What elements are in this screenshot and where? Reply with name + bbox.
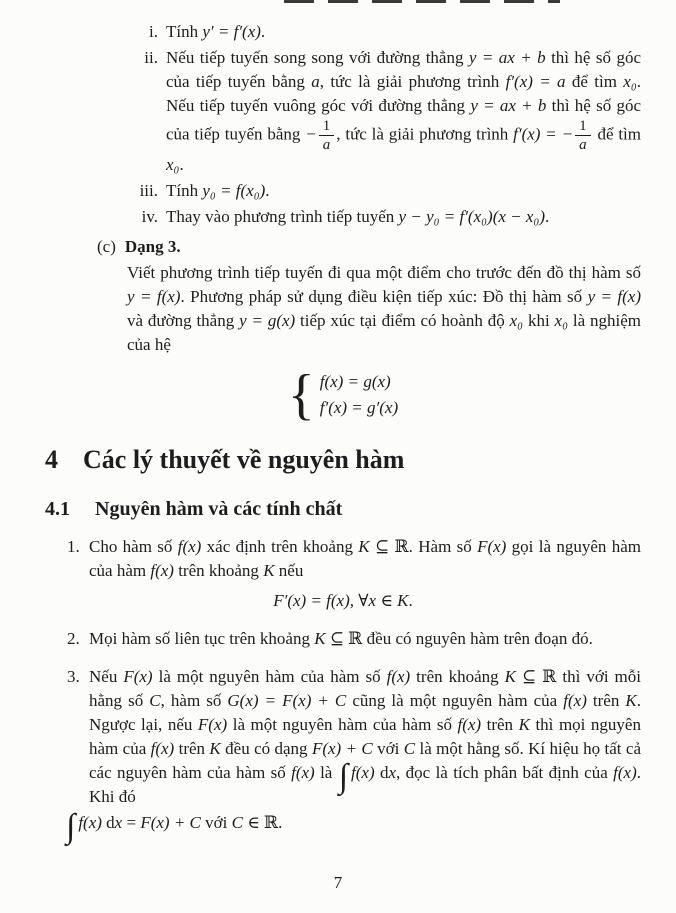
page-number: 7 bbox=[333, 873, 343, 892]
system-equation-1: f(x) = g(x) bbox=[319, 372, 391, 391]
roman-item-label: ii. bbox=[144, 48, 158, 67]
item-number-label: 3. bbox=[67, 667, 80, 686]
section-title: Các lý thuyết về nguyên hàm bbox=[83, 445, 405, 474]
dang3-title: Dạng 3. bbox=[124, 237, 181, 256]
roman-item-iii bbox=[45, 179, 641, 203]
system-equation-2: f′(x) = g′(x) bbox=[319, 398, 399, 417]
section-heading bbox=[45, 445, 641, 475]
item-body: Nếu F(x) là một nguyên hàm của hàm số f(x) trên khoảng K ⊆ ℝ thì với mỗi hằng số C, hàm số G(x) = F(x) + C cũng là một nguyên hàm của f(x) trên K. Ngược lại, nếu F(x) là một nguyên hàm của hàm số f(x) trên K thì mọi nguyên hàm của f(x) trên K đều có dạng F(x) + C với C là một hằng số. Kí hiệu họ tất cả các nguyên hàm của hàm số f(x) là ∫ f(x) dx, đọc là tích phân bất định của f(x). Khi đó bbox=[89, 667, 642, 806]
system-of-equations bbox=[287, 364, 399, 426]
roman-item-label: iii. bbox=[139, 181, 158, 200]
indefinite-integral-formula-line: ∫ f(x) dx = F(x) + C với C ∈ ℝ. bbox=[66, 808, 283, 845]
item-number-label: 2. bbox=[67, 629, 80, 648]
roman-item-body: Tính y′ = f′(x). bbox=[166, 22, 266, 41]
tangency-system-display bbox=[45, 364, 641, 426]
item-number-label: 1. bbox=[67, 537, 80, 556]
theory-item-3 bbox=[45, 665, 641, 809]
roman-item-iv bbox=[45, 205, 641, 229]
item-body: Cho hàm số f(x) xác định trên khoảng K ⊆ ℝ. Hàm số F(x) gọi là nguyên hàm của hàm f(x) trên khoảng K nếu bbox=[89, 537, 641, 580]
roman-item-label: i. bbox=[149, 22, 158, 41]
tangent-steps-list bbox=[45, 20, 641, 229]
subsection-number: 4.1 bbox=[45, 498, 70, 520]
subsection-title: Nguyên hàm và các tính chất bbox=[95, 498, 343, 520]
section-number: 4 bbox=[45, 445, 58, 474]
dang3-body-paragraph: Viết phương trình tiếp tuyến đi qua một điểm cho trước đến đồ thị hàm số y = f(x). Phương pháp sử dụng điều kiện tiếp xúc: Đồ thị hàm số y = f(x) và đường thẳng y = g(x) tiếp xúc tại điểm có hoành độ x₀ khi x₀ là nghiệm của hệ bbox=[127, 263, 642, 354]
subsection-heading bbox=[45, 497, 641, 521]
roman-item-ii bbox=[45, 46, 641, 177]
left-brace-glyph: { bbox=[287, 364, 315, 426]
roman-item-body: Thay vào phương trình tiếp tuyến y − y₀ = f′(x₀)(x − x₀). bbox=[166, 207, 550, 226]
theory-item-2 bbox=[45, 627, 641, 651]
roman-item-body: Nếu tiếp tuyến song song với đường thẳng y = ax + b thì hệ số góc của tiếp tuyến bằng a, tức là giải phương trình f′(x) = a để tìm x₀. Nếu tiếp tuyến vuông góc với đường thẳng y = ax + b thì hệ số góc của tiếp tuyến bằng − $\frac{1}{a}$ , tức là giải phương trình f′(x) = − $\frac{1}{a}$ để tìm x₀. bbox=[166, 48, 642, 174]
system-lines bbox=[320, 369, 398, 421]
dang3-heading bbox=[97, 235, 641, 259]
theory-list bbox=[45, 535, 642, 845]
scan-artifact-top-edge bbox=[284, 0, 560, 3]
antiderivative-definition-equation: F′(x) = f(x), ∀x ∈ K. bbox=[273, 591, 413, 610]
roman-item-i bbox=[45, 20, 641, 44]
roman-item-label: iv. bbox=[141, 207, 158, 226]
roman-item-body: Tính y₀ = f(x₀). bbox=[166, 181, 270, 200]
item-body: Mọi hàm số liên tục trên khoảng K ⊆ ℝ đều có nguyên hàm trên đoạn đó. bbox=[89, 629, 593, 648]
dang3-item-label: (c) bbox=[97, 237, 116, 256]
theory-item-1 bbox=[45, 535, 641, 583]
